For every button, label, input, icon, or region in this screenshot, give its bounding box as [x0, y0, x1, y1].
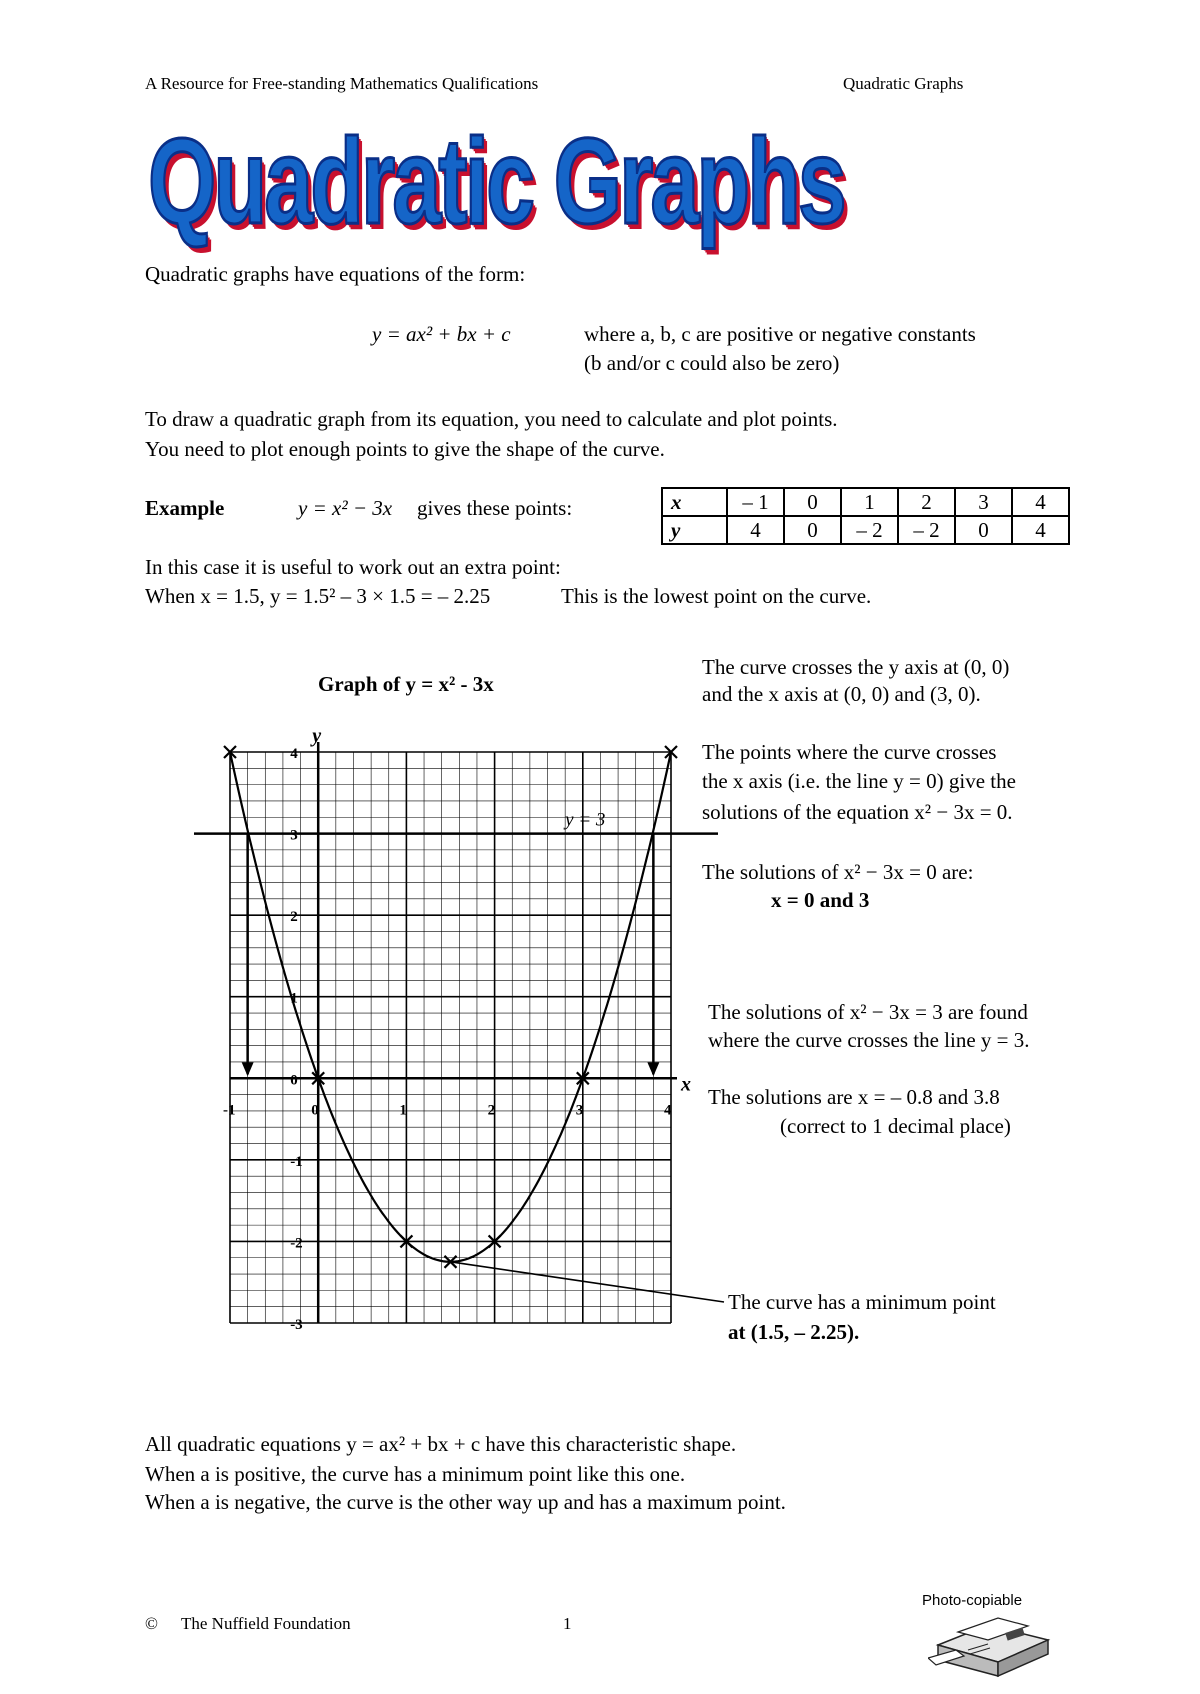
- minimum-pointer: [451, 1262, 725, 1302]
- note-minimum-2: at (1.5, – 2.25).: [728, 1320, 860, 1344]
- note-points-3: solutions of the equation x² − 3x = 0.: [702, 800, 1013, 824]
- table-header-x: x: [662, 488, 727, 516]
- table-cell: 4: [1012, 516, 1069, 544]
- summary-line-3: When a is negative, the curve is the other way up and has a maximum point.: [145, 1490, 786, 1514]
- table-cell: – 2: [841, 516, 898, 544]
- note-solutions-3b: where the curve crosses the line y = 3.: [708, 1028, 1030, 1052]
- note-crosses-1: The curve crosses the y axis at (0, 0): [702, 655, 1010, 679]
- general-equation: y = ax² + bx + c: [372, 322, 511, 346]
- note-solutions-4b: (correct to 1 decimal place): [780, 1114, 1011, 1138]
- y-tick-label: 3: [290, 827, 298, 844]
- example-label: Example: [145, 496, 225, 520]
- footer-org: The Nuffield Foundation: [181, 1614, 351, 1633]
- table-cell: 2: [898, 488, 955, 516]
- graph-title: Graph of y = x² - 3x: [318, 672, 494, 696]
- table-cell: 4: [727, 516, 784, 544]
- y-tick-label: 0: [290, 1072, 298, 1089]
- footer-page: 1: [563, 1614, 572, 1633]
- note-crosses-2: and the x axis at (0, 0) and (3, 0).: [702, 682, 981, 706]
- general-note-1: where a, b, c are positive or negative constants: [584, 322, 976, 346]
- table-cell: 0: [784, 488, 841, 516]
- x-tick-label: 0: [311, 1102, 319, 1119]
- general-note-2: (b and/or c could also be zero): [584, 351, 840, 375]
- line-y-3-label: y = 3: [565, 809, 606, 831]
- y-tick-label: 4: [290, 746, 298, 762]
- extra-point-calc: When x = 1.5, y = 1.5² – 3 × 1.5 = – 2.25: [145, 584, 491, 608]
- instructions-line-2: You need to plot enough points to give the shape of the curve.: [145, 437, 665, 461]
- example-equation: y = x² − 3x: [298, 496, 393, 520]
- note-points-1: The points where the curve crosses: [702, 740, 997, 764]
- table-cell: 4: [1012, 488, 1069, 516]
- table-cell: 0: [784, 516, 841, 544]
- note-solutions-2: x = 0 and 3: [771, 888, 870, 912]
- photocopiable-label: Photo-copiable: [922, 1592, 1023, 1609]
- x-axis-label: x: [681, 1073, 691, 1096]
- note-points-2: the x axis (i.e. the line y = 0) give the: [702, 769, 1016, 793]
- table-cell: 1: [841, 488, 898, 516]
- note-solutions-1: The solutions of x² − 3x = 0 are:: [702, 860, 974, 884]
- x-tick-label: -1: [223, 1102, 236, 1119]
- y-tick-label: -3: [290, 1317, 303, 1333]
- solution-arrow-head: [647, 1062, 659, 1076]
- photocopier-icon: [928, 1610, 1058, 1680]
- table-cell: – 2: [898, 516, 955, 544]
- table-cell: 3: [955, 488, 1012, 516]
- summary-line-1: All quadratic equations y = ax² + bx + c have this characteristic shape.: [145, 1432, 737, 1456]
- solution-arrow-head: [242, 1062, 254, 1076]
- y-axis-label: y: [312, 725, 322, 747]
- note-solutions-3a: The solutions of x² − 3x = 3 are found: [708, 1000, 1028, 1024]
- table-cell: – 1: [727, 488, 784, 516]
- header-left: A Resource for Free-standing Mathematics Qualifications: [145, 74, 539, 93]
- table-header-y: y: [662, 516, 727, 544]
- table-cell: 0: [955, 516, 1012, 544]
- y-tick-label: 1: [290, 990, 298, 1007]
- example-text: gives these points:: [417, 496, 573, 520]
- extra-point-note: This is the lowest point on the curve.: [561, 584, 872, 608]
- instructions-line-1: To draw a quadratic graph from its equation, you need to calculate and plot points.: [145, 407, 838, 431]
- summary-line-2: When a is positive, the curve has a minimum point like this one.: [145, 1462, 686, 1486]
- note-minimum-1: The curve has a minimum point: [728, 1290, 996, 1314]
- extra-point-intro: In this case it is useful to work out an extra point:: [145, 555, 561, 579]
- intro-text: Quadratic graphs have equations of the form:: [145, 262, 526, 286]
- note-solutions-4a: The solutions are x = – 0.8 and 3.8: [708, 1085, 1000, 1109]
- y-tick-label: -2: [290, 1235, 303, 1252]
- y-tick-label: 2: [290, 909, 298, 926]
- x-tick-label: 2: [487, 1102, 496, 1119]
- x-tick-label: 1: [399, 1102, 407, 1119]
- y-tick-label: -1: [290, 1153, 303, 1170]
- page-title: Quadratic Graphs: [148, 113, 844, 249]
- x-tick-label: 3: [575, 1102, 584, 1119]
- header-right: Quadratic Graphs: [843, 74, 964, 93]
- x-tick-label: 4: [664, 1102, 672, 1119]
- footer-copyright: ©: [145, 1614, 158, 1633]
